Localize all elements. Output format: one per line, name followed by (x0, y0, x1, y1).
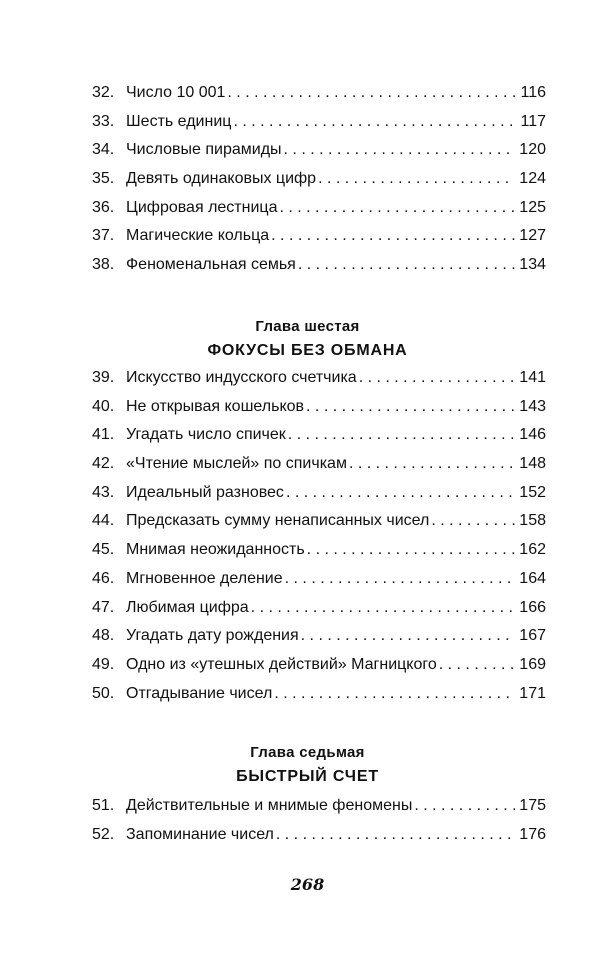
toc-entry (92, 826, 546, 855)
page-number: 268 (290, 875, 325, 894)
toc-entry-title: Идеальный разновес (126, 483, 284, 501)
toc-entry-page: 152 (519, 483, 546, 501)
toc-entry-number: 52. (92, 825, 115, 843)
toc-entry-page: 116 (520, 84, 546, 101)
toc-entry-number: 47. (92, 598, 115, 616)
toc-entry-title: Угадать число спичек (126, 426, 286, 444)
toc-entry-page: 124 (519, 170, 546, 188)
toc-entry (92, 656, 546, 685)
toc-entry-page: 143 (519, 397, 546, 415)
toc-entry (92, 484, 546, 513)
dot-leader (306, 398, 515, 416)
toc-entry (92, 84, 546, 113)
toc-entry-title: Магические кольца (126, 227, 270, 245)
toc-entry-title: Не открывая кошельков (126, 397, 305, 415)
toc-entry-title: Запоминание чисел (126, 825, 274, 843)
toc-entry-number: 39. (92, 369, 115, 386)
toc-entry (92, 256, 546, 285)
dot-leader (359, 369, 516, 387)
toc-entry-page: 175 (519, 797, 546, 814)
dot-leader (227, 84, 516, 102)
toc-entry-number: 41. (92, 426, 115, 444)
dot-leader (286, 484, 515, 502)
dot-leader (318, 170, 515, 188)
toc-entry-page: 146 (519, 426, 546, 444)
dot-leader (284, 141, 516, 159)
toc-entry (92, 570, 546, 599)
toc-entry (92, 113, 546, 142)
toc-entry-title: Число 10 001 (126, 84, 226, 101)
toc-entry-page: 141 (519, 369, 546, 386)
dot-leader (431, 512, 515, 530)
toc-entry-title: Мгновенное деление (126, 569, 283, 587)
dot-leader (233, 113, 516, 131)
toc-entry-number: 43. (92, 483, 115, 501)
dot-leader (276, 826, 515, 844)
chapter-label: Глава шестая (255, 318, 360, 335)
toc-entry-page: 120 (519, 141, 546, 159)
toc-entry-page: 148 (519, 455, 546, 473)
toc-entry-page: 171 (519, 684, 546, 702)
toc-entry-number: 32. (92, 84, 115, 101)
toc-entry (92, 599, 546, 628)
toc-entry-number: 51. (92, 797, 115, 814)
dot-leader (251, 599, 516, 617)
dot-leader (301, 627, 516, 645)
toc-entry (92, 455, 546, 484)
toc-entry-number: 46. (92, 569, 115, 587)
toc-entry-number: 42. (92, 455, 115, 473)
toc-entry-page: 167 (519, 627, 546, 645)
toc-entry-page: 134 (519, 256, 546, 274)
chapter-heading-6 (0, 318, 615, 360)
toc-entry-number: 36. (92, 198, 115, 216)
toc-entry-number: 44. (92, 512, 115, 530)
toc-entry (92, 170, 546, 199)
toc-entry-number: 35. (92, 170, 115, 188)
toc-entry (92, 797, 546, 826)
toc-entry (92, 199, 546, 228)
toc-entry-number: 49. (92, 655, 115, 673)
toc-entry-page: 166 (519, 598, 546, 616)
toc-entry-title: «Чтение мыслей» по спичкам (126, 455, 347, 473)
toc-list-chapter-7 (92, 797, 546, 854)
toc-entry (92, 685, 546, 714)
toc-entry (92, 369, 546, 398)
toc-entry-page: 125 (519, 198, 546, 216)
toc-entry-number: 37. (92, 227, 115, 245)
toc-entry (92, 141, 546, 170)
chapter-title: БЫСТРЫЙ СЧЕТ (236, 768, 379, 785)
dot-leader (274, 685, 515, 703)
toc-entry-page: 127 (519, 227, 546, 245)
dot-leader (439, 656, 516, 674)
toc-entry-page: 158 (519, 512, 546, 530)
chapter-label: Глава седьмая (250, 744, 365, 761)
dot-leader (307, 541, 516, 559)
toc-entry-title: Мнимая неожиданность (126, 541, 305, 559)
dot-leader (279, 199, 515, 217)
toc-entry-number: 45. (92, 541, 115, 559)
toc-entry-number: 34. (92, 141, 115, 159)
toc-entry (92, 627, 546, 656)
dot-leader (349, 455, 515, 473)
toc-entry-title: Угадать дату рождения (126, 627, 299, 645)
toc-entry-page: 164 (519, 569, 546, 587)
toc-entry-number: 50. (92, 684, 115, 702)
toc-entry-title: Любимая цифра (126, 598, 249, 616)
toc-entry-title: Предсказать сумму ненаписанных чисел (126, 512, 430, 530)
toc-list-top (92, 84, 546, 285)
dot-leader (298, 256, 515, 274)
toc-entry-title: Девять одинаковых цифр (126, 170, 317, 188)
toc-entry (92, 227, 546, 256)
toc-entry-number: 40. (92, 397, 115, 415)
chapter-title: ФОКУСЫ БЕЗ ОБМАНА (207, 342, 408, 359)
toc-entry-number: 38. (92, 256, 115, 274)
toc-entry-title: Действительные и мнимые феномены (126, 797, 413, 814)
toc-entry-number: 33. (92, 112, 115, 130)
toc-entry-title: Цифровая лестница (126, 198, 278, 216)
toc-entry-title: Шесть единиц (126, 112, 232, 130)
toc-entry-number: 48. (92, 627, 115, 645)
dot-leader (288, 426, 516, 444)
chapter-heading-7 (0, 744, 615, 786)
toc-entry-title: Одно из «утешных действий» Магницкого (126, 655, 437, 673)
toc-entry-title: Искусство индусского счетчика (126, 369, 357, 386)
toc-entry (92, 426, 546, 455)
dot-leader (285, 570, 516, 588)
toc-entry-title: Отгадывание чисел (126, 684, 273, 702)
toc-entry-page: 169 (519, 655, 546, 673)
toc-entry (92, 398, 546, 427)
toc-entry-page: 162 (519, 541, 546, 559)
toc-entry-page: 117 (520, 112, 546, 130)
dot-leader (271, 227, 515, 245)
dot-leader (414, 797, 515, 815)
toc-entry-title: Феноменальная семья (126, 256, 296, 274)
toc-entry (92, 541, 546, 570)
toc-entry (92, 512, 546, 541)
toc-entry-title: Числовые пирамиды (126, 141, 282, 159)
toc-list-chapter-6 (92, 369, 546, 713)
toc-entry-page: 176 (519, 825, 546, 843)
